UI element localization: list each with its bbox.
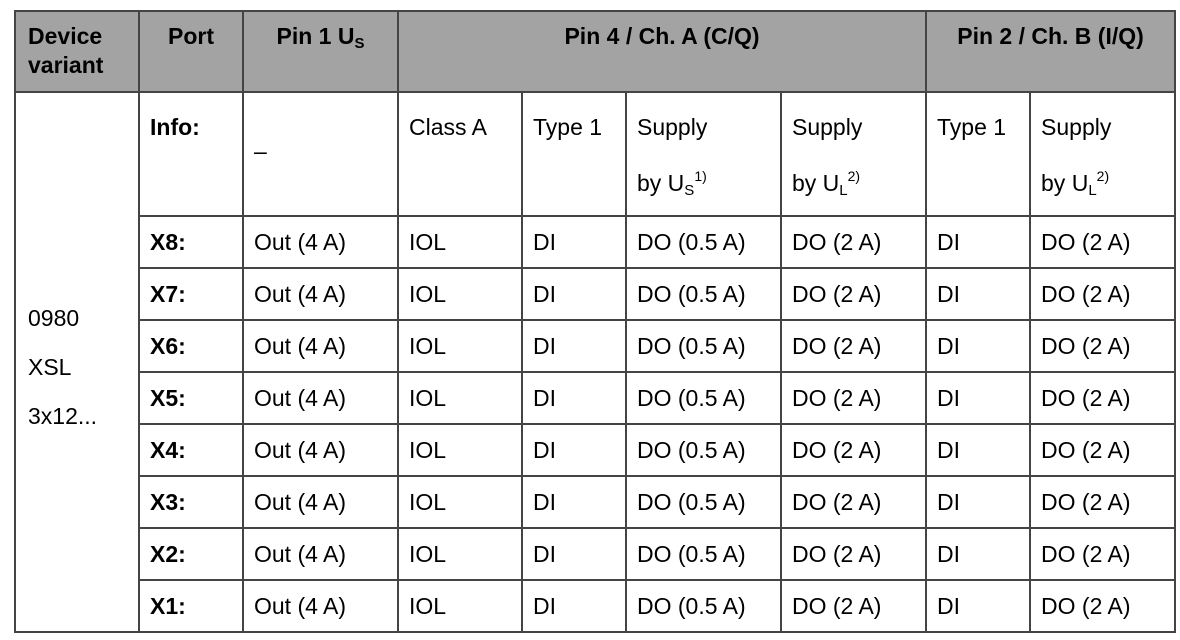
table-row bbox=[15, 320, 1175, 372]
supply-us-value: DO (0.5 A) bbox=[637, 229, 746, 255]
supply-ul-value-cell bbox=[781, 424, 926, 476]
header-row bbox=[15, 11, 1175, 92]
supply-us-value-cell bbox=[626, 268, 781, 320]
ch-b-type1-value: DI bbox=[937, 541, 961, 567]
pin-assignment-table bbox=[14, 10, 1176, 633]
ch-b-supply-ul-value: DO (2 A) bbox=[1041, 281, 1131, 307]
supply-us-value-cell bbox=[626, 320, 781, 372]
type1-value-cell bbox=[522, 528, 626, 580]
port-label: X2: bbox=[150, 541, 186, 567]
info-type1-b: Type 1 bbox=[937, 114, 1007, 140]
ch-b-type1-value-cell bbox=[926, 528, 1030, 580]
supply-ul-value-cell bbox=[781, 320, 926, 372]
info-supply-ul-sub: L bbox=[839, 182, 848, 199]
ch-b-supply-ul-value-cell bbox=[1030, 580, 1175, 632]
pin1-value-cell bbox=[243, 528, 398, 580]
ch-b-supply-ul-value-cell bbox=[1030, 268, 1175, 320]
info-supply-ul-line2: by U bbox=[792, 170, 840, 196]
info-supply-ul-line1: Supply bbox=[792, 114, 863, 140]
ch-b-supply-ul-value: DO (2 A) bbox=[1041, 229, 1131, 255]
pin1-value: Out (4 A) bbox=[254, 541, 347, 567]
ch-b-type1-value: DI bbox=[937, 593, 961, 619]
type1-value-cell bbox=[522, 580, 626, 632]
device-variant-cell bbox=[15, 92, 139, 632]
footnote-2-marker-b: 2) bbox=[1096, 168, 1110, 184]
ch-b-supply-ul-value: DO (2 A) bbox=[1041, 489, 1131, 515]
pin1-value: Out (4 A) bbox=[254, 229, 347, 255]
pin1-header bbox=[243, 11, 398, 92]
device-variant-header-line2: variant bbox=[28, 52, 104, 78]
supply-ul-value-cell bbox=[781, 580, 926, 632]
type1-value: DI bbox=[533, 333, 556, 359]
type1-value: DI bbox=[533, 229, 556, 255]
pin1-value-cell bbox=[243, 216, 398, 268]
supply-ul-value: DO (2 A) bbox=[792, 593, 882, 619]
supply-us-value-cell bbox=[626, 528, 781, 580]
ch-b-type1-value: DI bbox=[937, 437, 961, 463]
ch-b-supply-ul-value: DO (2 A) bbox=[1041, 593, 1131, 619]
port-label: X1: bbox=[150, 593, 186, 619]
supply-ul-value: DO (2 A) bbox=[792, 437, 882, 463]
supply-ul-value: DO (2 A) bbox=[792, 385, 882, 411]
supply-us-value-cell bbox=[626, 476, 781, 528]
port-label: X5: bbox=[150, 385, 186, 411]
port-header bbox=[139, 11, 243, 92]
ch-b-supply-ul-value: DO (2 A) bbox=[1041, 333, 1131, 359]
port-label: X6: bbox=[150, 333, 186, 359]
pin1-value-cell bbox=[243, 268, 398, 320]
type1-value: DI bbox=[533, 541, 556, 567]
ch-b-type1-value: DI bbox=[937, 385, 961, 411]
info-type1-a-cell bbox=[522, 92, 626, 216]
pin1-value: Out (4 A) bbox=[254, 385, 347, 411]
ch-b-type1-value: DI bbox=[937, 489, 961, 515]
device-variant-header-line1: Device bbox=[28, 23, 103, 49]
class-a-value-cell bbox=[398, 268, 522, 320]
supply-ul-value: DO (2 A) bbox=[792, 541, 882, 567]
ch-b-supply-ul-value-cell bbox=[1030, 216, 1175, 268]
port-label-cell bbox=[139, 216, 243, 268]
info-type1-a: Type 1 bbox=[533, 114, 603, 140]
table-row bbox=[15, 216, 1175, 268]
ch-b-supply-ul-value-cell bbox=[1030, 320, 1175, 372]
class-a-value-cell bbox=[398, 580, 522, 632]
pin4-header bbox=[398, 11, 926, 92]
supply-us-value: DO (0.5 A) bbox=[637, 489, 746, 515]
pin1-value-cell bbox=[243, 320, 398, 372]
supply-us-value-cell bbox=[626, 216, 781, 268]
type1-value-cell bbox=[522, 424, 626, 476]
info-pin1-cell bbox=[243, 92, 398, 216]
port-label: X3: bbox=[150, 489, 186, 515]
supply-ul-value: DO (2 A) bbox=[792, 333, 882, 359]
class-a-value: IOL bbox=[409, 541, 447, 567]
class-a-value-cell bbox=[398, 216, 522, 268]
ch-b-supply-ul-value: DO (2 A) bbox=[1041, 541, 1131, 567]
supply-us-value-cell bbox=[626, 424, 781, 476]
info-class-a-cell bbox=[398, 92, 522, 216]
device-variant-line3: 3x12... bbox=[28, 402, 98, 429]
type1-value-cell bbox=[522, 320, 626, 372]
type1-value-cell bbox=[522, 216, 626, 268]
pin1-value-cell bbox=[243, 372, 398, 424]
type1-value-cell bbox=[522, 268, 626, 320]
supply-ul-value-cell bbox=[781, 528, 926, 580]
port-label: X7: bbox=[150, 281, 186, 307]
class-a-value-cell bbox=[398, 528, 522, 580]
table-row bbox=[15, 528, 1175, 580]
port-label: X8: bbox=[150, 229, 186, 255]
port-label-cell bbox=[139, 476, 243, 528]
class-a-value-cell bbox=[398, 372, 522, 424]
pin2-header-label: Pin 2 / Ch. B (I/Q) bbox=[957, 23, 1144, 49]
class-a-value: IOL bbox=[409, 593, 447, 619]
supply-us-value-cell bbox=[626, 372, 781, 424]
info-type1-b-cell bbox=[926, 92, 1030, 216]
table-row bbox=[15, 424, 1175, 476]
info-supply-ul-cell bbox=[781, 92, 926, 216]
footnote-1-marker: 1) bbox=[694, 168, 707, 184]
type1-value: DI bbox=[533, 385, 556, 411]
class-a-value: IOL bbox=[409, 333, 447, 359]
pin1-value-cell bbox=[243, 580, 398, 632]
pin1-value-cell bbox=[243, 476, 398, 528]
info-pin1-dash: – bbox=[254, 138, 267, 164]
ch-b-supply-ul-value-cell bbox=[1030, 528, 1175, 580]
type1-value-cell bbox=[522, 476, 626, 528]
ch-b-supply-ul-value: DO (2 A) bbox=[1041, 437, 1131, 463]
class-a-value: IOL bbox=[409, 385, 447, 411]
ch-b-type1-value-cell bbox=[926, 372, 1030, 424]
device-variant-line2: XSL bbox=[28, 353, 72, 380]
type1-value: DI bbox=[533, 437, 556, 463]
info-supply-ul-b-cell bbox=[1030, 92, 1175, 216]
port-label-cell bbox=[139, 268, 243, 320]
class-a-value: IOL bbox=[409, 229, 447, 255]
type1-value: DI bbox=[533, 281, 556, 307]
class-a-value-cell bbox=[398, 424, 522, 476]
supply-ul-value: DO (2 A) bbox=[792, 281, 882, 307]
port-header-label: Port bbox=[168, 23, 214, 49]
pin1-value: Out (4 A) bbox=[254, 281, 347, 307]
info-supply-ul-b-sub: L bbox=[1088, 182, 1097, 199]
pin4-header-label: Pin 4 / Ch. A (C/Q) bbox=[564, 23, 760, 49]
supply-us-value: DO (0.5 A) bbox=[637, 593, 746, 619]
port-label-cell bbox=[139, 528, 243, 580]
device-variant-line1: 0980 bbox=[28, 304, 80, 331]
info-supply-us-cell bbox=[626, 92, 781, 216]
port-label-cell bbox=[139, 580, 243, 632]
pin1-value: Out (4 A) bbox=[254, 333, 347, 359]
info-supply-us-line1: Supply bbox=[637, 114, 708, 140]
type1-value: DI bbox=[533, 489, 556, 515]
supply-us-value: DO (0.5 A) bbox=[637, 541, 746, 567]
port-label: X4: bbox=[150, 437, 186, 463]
footnote-2-marker: 2) bbox=[847, 168, 861, 184]
supply-us-value-cell bbox=[626, 580, 781, 632]
pin1-header-label: Pin 1 U bbox=[276, 23, 355, 49]
table-row bbox=[15, 476, 1175, 528]
port-label-cell bbox=[139, 320, 243, 372]
ch-b-supply-ul-value-cell bbox=[1030, 424, 1175, 476]
port-label-cell bbox=[139, 424, 243, 476]
pin1-header-sub: S bbox=[354, 35, 365, 52]
info-row bbox=[15, 92, 1175, 216]
class-a-value: IOL bbox=[409, 281, 447, 307]
supply-ul-value-cell bbox=[781, 372, 926, 424]
info-class-a: Class A bbox=[409, 114, 487, 140]
class-a-value-cell bbox=[398, 476, 522, 528]
type1-value: DI bbox=[533, 593, 556, 619]
table-row bbox=[15, 268, 1175, 320]
supply-ul-value-cell bbox=[781, 216, 926, 268]
pin1-value: Out (4 A) bbox=[254, 437, 347, 463]
pin2-header bbox=[926, 11, 1175, 92]
class-a-value-cell bbox=[398, 320, 522, 372]
ch-b-type1-value: DI bbox=[937, 229, 961, 255]
ch-b-type1-value-cell bbox=[926, 268, 1030, 320]
info-supply-ul-b-line2: by U bbox=[1041, 170, 1089, 196]
info-supply-ul-b-line1: Supply bbox=[1041, 114, 1112, 140]
class-a-value: IOL bbox=[409, 489, 447, 515]
supply-us-value: DO (0.5 A) bbox=[637, 385, 746, 411]
supply-ul-value-cell bbox=[781, 476, 926, 528]
ch-b-type1-value: DI bbox=[937, 333, 961, 359]
class-a-value: IOL bbox=[409, 437, 447, 463]
device-variant-header bbox=[15, 11, 139, 92]
pin1-value: Out (4 A) bbox=[254, 489, 347, 515]
ch-b-type1-value: DI bbox=[937, 281, 961, 307]
info-supply-us-sub: S bbox=[684, 182, 695, 199]
pin1-value: Out (4 A) bbox=[254, 593, 347, 619]
supply-ul-value: DO (2 A) bbox=[792, 489, 882, 515]
type1-value-cell bbox=[522, 372, 626, 424]
ch-b-type1-value-cell bbox=[926, 580, 1030, 632]
supply-us-value: DO (0.5 A) bbox=[637, 437, 746, 463]
ch-b-type1-value-cell bbox=[926, 320, 1030, 372]
ch-b-supply-ul-value: DO (2 A) bbox=[1041, 385, 1131, 411]
ch-b-type1-value-cell bbox=[926, 476, 1030, 528]
supply-ul-value-cell bbox=[781, 268, 926, 320]
ch-b-supply-ul-value-cell bbox=[1030, 372, 1175, 424]
supply-ul-value: DO (2 A) bbox=[792, 229, 882, 255]
info-label: Info: bbox=[150, 114, 200, 140]
table-row bbox=[15, 372, 1175, 424]
info-label-cell bbox=[139, 92, 243, 216]
info-supply-us-line2: by U bbox=[637, 170, 685, 196]
ch-b-type1-value-cell bbox=[926, 424, 1030, 476]
table-row bbox=[15, 580, 1175, 632]
ch-b-supply-ul-value-cell bbox=[1030, 476, 1175, 528]
pin1-value-cell bbox=[243, 424, 398, 476]
port-label-cell bbox=[139, 372, 243, 424]
supply-us-value: DO (0.5 A) bbox=[637, 281, 746, 307]
ch-b-type1-value-cell bbox=[926, 216, 1030, 268]
supply-us-value: DO (0.5 A) bbox=[637, 333, 746, 359]
